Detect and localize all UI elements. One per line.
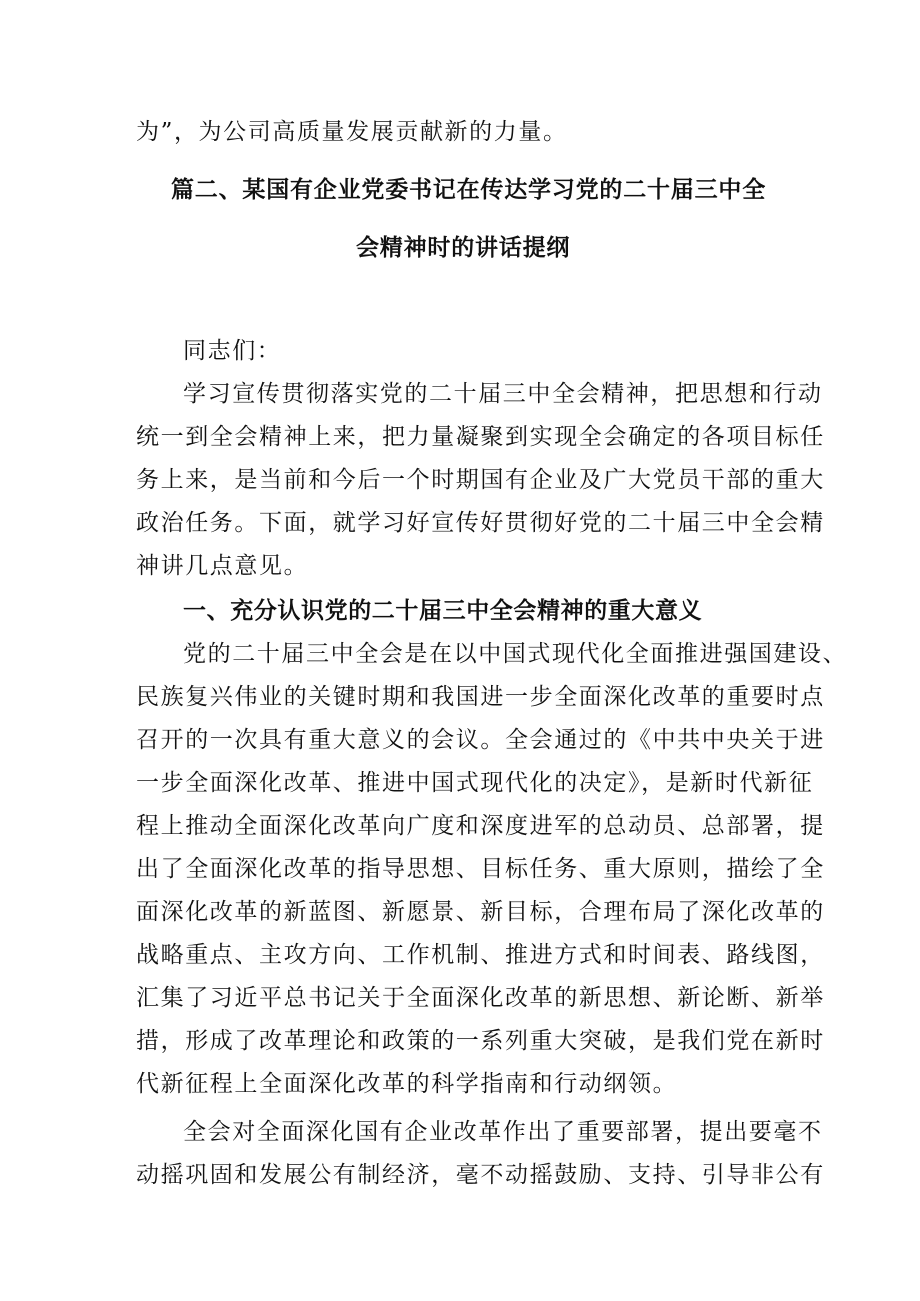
text-line: 务上来，是当前和今后一个时期国有企业及广大党员干部的重大 xyxy=(136,467,825,493)
article-title-line-2: 会精神时的讲话提纲 xyxy=(356,235,571,261)
text-line: 全会对全面深化国有企业改革作出了重要部署，提出要毫不 xyxy=(183,1119,823,1145)
text-line: 一步全面深化改革、推进中国式现代化的决定》，是新时代新征 xyxy=(136,770,814,796)
previous-article-tail: 为”，为公司高质量发展贡献新的力量。 xyxy=(136,119,568,145)
text-line: 程上推动全面深化改革向广度和深度进军的总动员、总部署，提 xyxy=(136,813,825,839)
article-title-line-1: 篇二、某国有企业党委书记在传达学习党的二十届三中全 xyxy=(171,177,766,203)
text-line: 汇集了习近平总书记关于全面深化改革的新思想、新论断、新举 xyxy=(136,985,825,1011)
text-line: 召开的一次具有重大意义的会议。全会通过的《中共中央关于进 xyxy=(136,727,825,753)
text-line: 动摇巩固和发展公有制经济，毫不动摇鼓励、支持、引导非公有 xyxy=(136,1162,825,1188)
text-line: 民族复兴伟业的关键时期和我国进一步全面深化改革的重要时点 xyxy=(136,684,825,710)
text-line: 神讲几点意见。 xyxy=(136,553,309,579)
text-line: 党的二十届三中全会是在以中国式现代化全面推进强国建设、 xyxy=(183,641,848,667)
text-line: 政治任务。下面，就学习好宣传好贯彻好党的二十届三中全会精 xyxy=(136,510,825,536)
text-line: 出了全面深化改革的指导思想、目标任务、重大原则，描绘了全 xyxy=(136,856,825,882)
greeting: 同志们： xyxy=(183,338,282,364)
text-line: 战略重点、主攻方向、工作机制、推进方式和时间表、路线图， xyxy=(136,942,825,968)
text-line: 统一到全会精神上来，把力量凝聚到实现全会确定的各项目标任 xyxy=(136,424,825,450)
text-line: 代新征程上全面深化改革的科学指南和行动纲领。 xyxy=(136,1071,678,1097)
text-line: 面深化改革的新蓝图、新愿景、新目标，合理布局了深化改革的 xyxy=(136,899,825,925)
section-heading: 一、充分认识党的二十届三中全会精神的重大意义 xyxy=(183,598,703,624)
text-line: 学习宣传贯彻落实党的二十届三中全会精神，把思想和行动 xyxy=(183,381,823,407)
text-line: 措，形成了改革理论和政策的一系列重大突破，是我们党在新时 xyxy=(136,1028,825,1054)
